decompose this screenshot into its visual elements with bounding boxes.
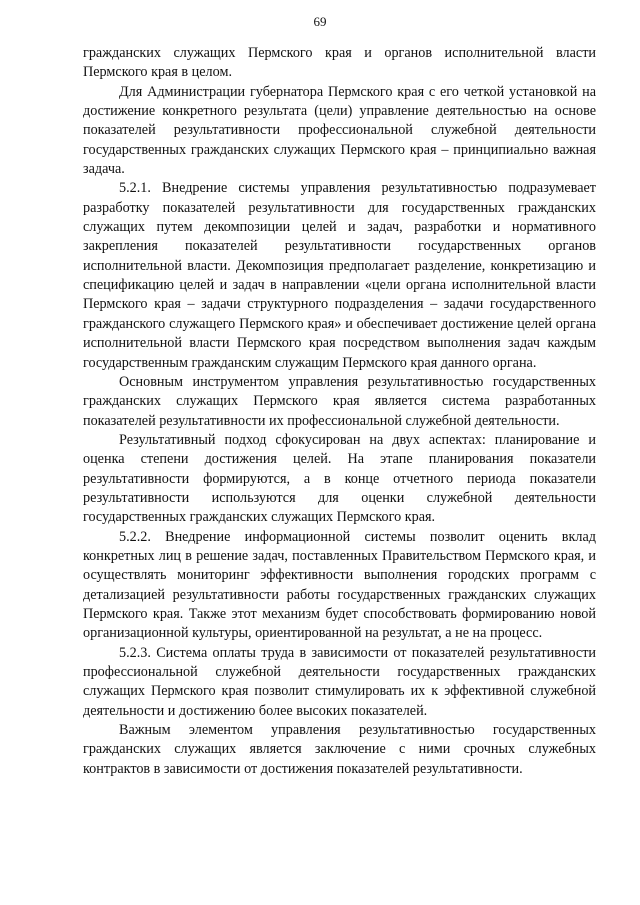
paragraph-administration: Для Администрации губернатора Пермского края с его четкой установкой на достижение конкретного результата (цели) управление деятельностью на основе показателей результативности профессиональной служебной деятельности государственных гражданских служащих Пермского края – принципиально важная задача.: [83, 83, 596, 178]
document-body: [83, 44, 596, 779]
paragraph-main-instrument: Основным инструментом управления результативностью государственных гражданских служащих Пермского края является система разработанных показателей результативности их профессиональной служебной деятельности.: [83, 373, 596, 429]
paragraph-5-2-2: 5.2.2. Внедрение информационной системы позволит оценить вклад конкретных лиц в решение задач, поставленных Правительством Пермского края, и осуществлять мониторинг эффективности выполнения городских программ с детализацией результативности работы государственных гражданских служащих Пермского края. Также этот механизм будет способствовать формированию новой организационной культуры, ориентированной на результат, а не на процесс.: [83, 528, 596, 642]
paragraph-5-2-3: 5.2.3. Система оплаты труда в зависимости от показателей результативности профессиональной служебной деятельности государственных гражданских служащих Пермского края позволит стимулировать их к эффективной служебной деятельности и достижению более высоких показателей.: [83, 644, 596, 719]
paragraph-contracts: Важным элементом управления результативностью государственных гражданских служащих является заключение с ними срочных служебных контрактов в зависимости от достижения показателей результативности.: [83, 722, 596, 777]
paragraph-result-approach: Результативный подход сфокусирован на двух аспектах: планирование и оценка степени достижения целей. На этапе планирования показатели результативности формируются, а в конце отчетного периода показатели результативности используются для оценки служебной деятельности государственных гражданских служащих Пермского края.: [83, 431, 596, 526]
paragraph-continuation: гражданских служащих Пермского края и органов исполнительной власти Пермского края в целом.: [83, 45, 596, 81]
page-number: 69: [313, 14, 327, 29]
paragraph-5-2-1: 5.2.1. Внедрение системы управления результативностью подразумевает разработку показателей результативности для государственных гражданских служащих путем декомпозиции целей и задач, разработки и нормативного закрепления показателей результативности государственных органов исполнительной власти. Декомпозиция предполагает разделение, конкретизацию и спецификацию целей и задач в направлении «цели органа исполнительной власти Пермского края – задачи структурного подразделения – задачи государственного гражданского служащего Пермского края» и обеспечивает достижение целей органа исполнительной власти Пермского края посредством выполнения задач каждым государственным гражданским служащим Пермского края данного органа.: [83, 180, 596, 371]
